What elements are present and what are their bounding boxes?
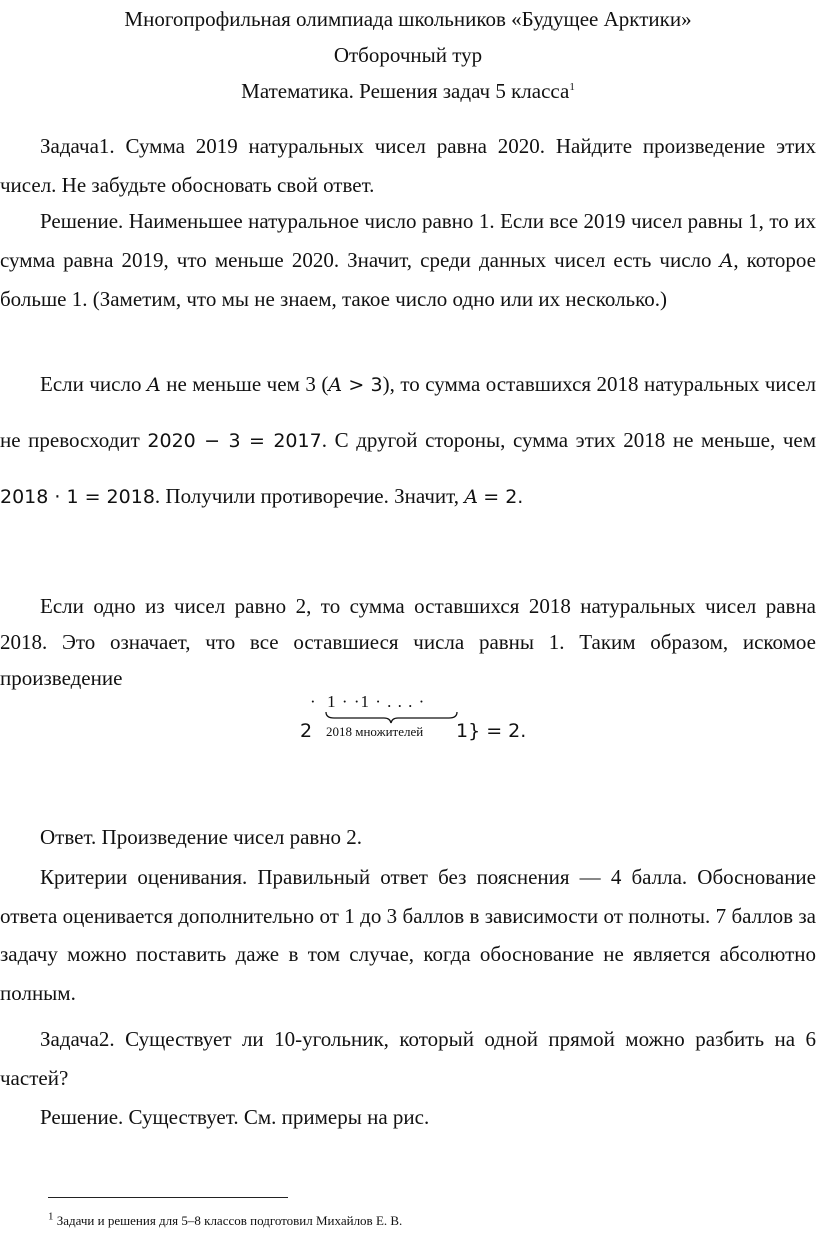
task1-argument: [0, 357, 816, 525]
footnote-ref: 1: [569, 81, 575, 93]
task1-answer: Ответ. Произведение чисел равно 2.: [40, 825, 363, 849]
product-factor-two: 2: [300, 720, 313, 742]
task1-solution-intro: [0, 202, 816, 319]
task1-product-intro: Если одно из чисел равно 2, то сумма оставшихся 2018 натуральных чисел равна 2018. Это означает, что все оставшиеся числа равны 1. Таким образом, искомое произведение: [0, 594, 816, 690]
header-title: Многопрофильная олимпиада школьников «Будущее Арктики»: [124, 7, 692, 31]
task1-criteria: Критерии оценивания. Правильный ответ без пояснения — 4 балла. Обоснование ответа оценивается дополнительно от 1 до 3 баллов в зависимости от полноты. 7 баллов за задачу можно поставить даже в том случае, когда обоснование не является абсолютно полным.: [0, 865, 816, 1005]
footnote-divider: [48, 1197, 288, 1198]
footnote-text: Задачи и решения для 5–8 классов подготовил Михайлов Е. В.: [53, 1213, 403, 1228]
arg-part-a: Если число: [40, 372, 142, 396]
arg-part-e: . Получили противоречие. Значит,: [154, 484, 460, 508]
product-formula: [296, 680, 556, 760]
task1-statement: Задача1. Сумма 2019 натуральных чисел равна 2020. Найдите произведение этих чисел. Не забудьте обосновать свой ответ.: [0, 134, 816, 197]
variable-a: A: [146, 374, 161, 396]
footnote-mark: 1: [48, 1210, 54, 1223]
arg-part-b: не меньше чем 3 (: [166, 372, 329, 396]
header-subject-text: Математика. Решения задач 5 класса: [241, 79, 570, 103]
task1-solution-text: Решение. Наименьшее натуральное число равно 1. Если все 2019 чисел равны 1, то их сумма равна 2019, что меньше 2020. Значит, среди данных чисел есть число: [0, 209, 816, 272]
header-subject: [0, 81, 816, 102]
calc-product: 2018 ⋅ 1 = 2018: [0, 486, 155, 508]
task2-statement: Задача2. Существует ли 10-угольник, который одной прямой можно разбить на 6 частей?: [0, 1027, 816, 1090]
arg-part-c: ), то сумма оставшихся 2018 натуральных чисел не превосходит: [0, 372, 816, 452]
header-round: Отборочный тур: [333, 43, 483, 67]
product-dots: · 1 · ·1 · . . . ·: [310, 692, 426, 711]
calc-difference: 2020 − 3 = 2017: [147, 430, 322, 452]
variable-a: A: [719, 249, 734, 272]
variable-a: A: [328, 374, 343, 396]
task2-solution: Решение. Существует. См. примеры на рис.: [40, 1105, 430, 1129]
variable-a: A: [464, 486, 478, 508]
underbrace-label: 2018 множителей: [326, 724, 424, 739]
inequality: > 3: [342, 374, 383, 396]
task1-solution-text-end: , которое больше 1. (Заметим, что мы не знаем, такое число одно или их несколько.): [0, 247, 816, 311]
product-result: 1} = 2.: [456, 720, 527, 742]
footnote: [48, 1210, 403, 1229]
arg-part-d: . С другой стороны, сумма этих 2018 не меньше, чем: [321, 428, 816, 452]
underbrace: [324, 710, 459, 724]
conclusion-eq: = 2.: [483, 486, 524, 508]
